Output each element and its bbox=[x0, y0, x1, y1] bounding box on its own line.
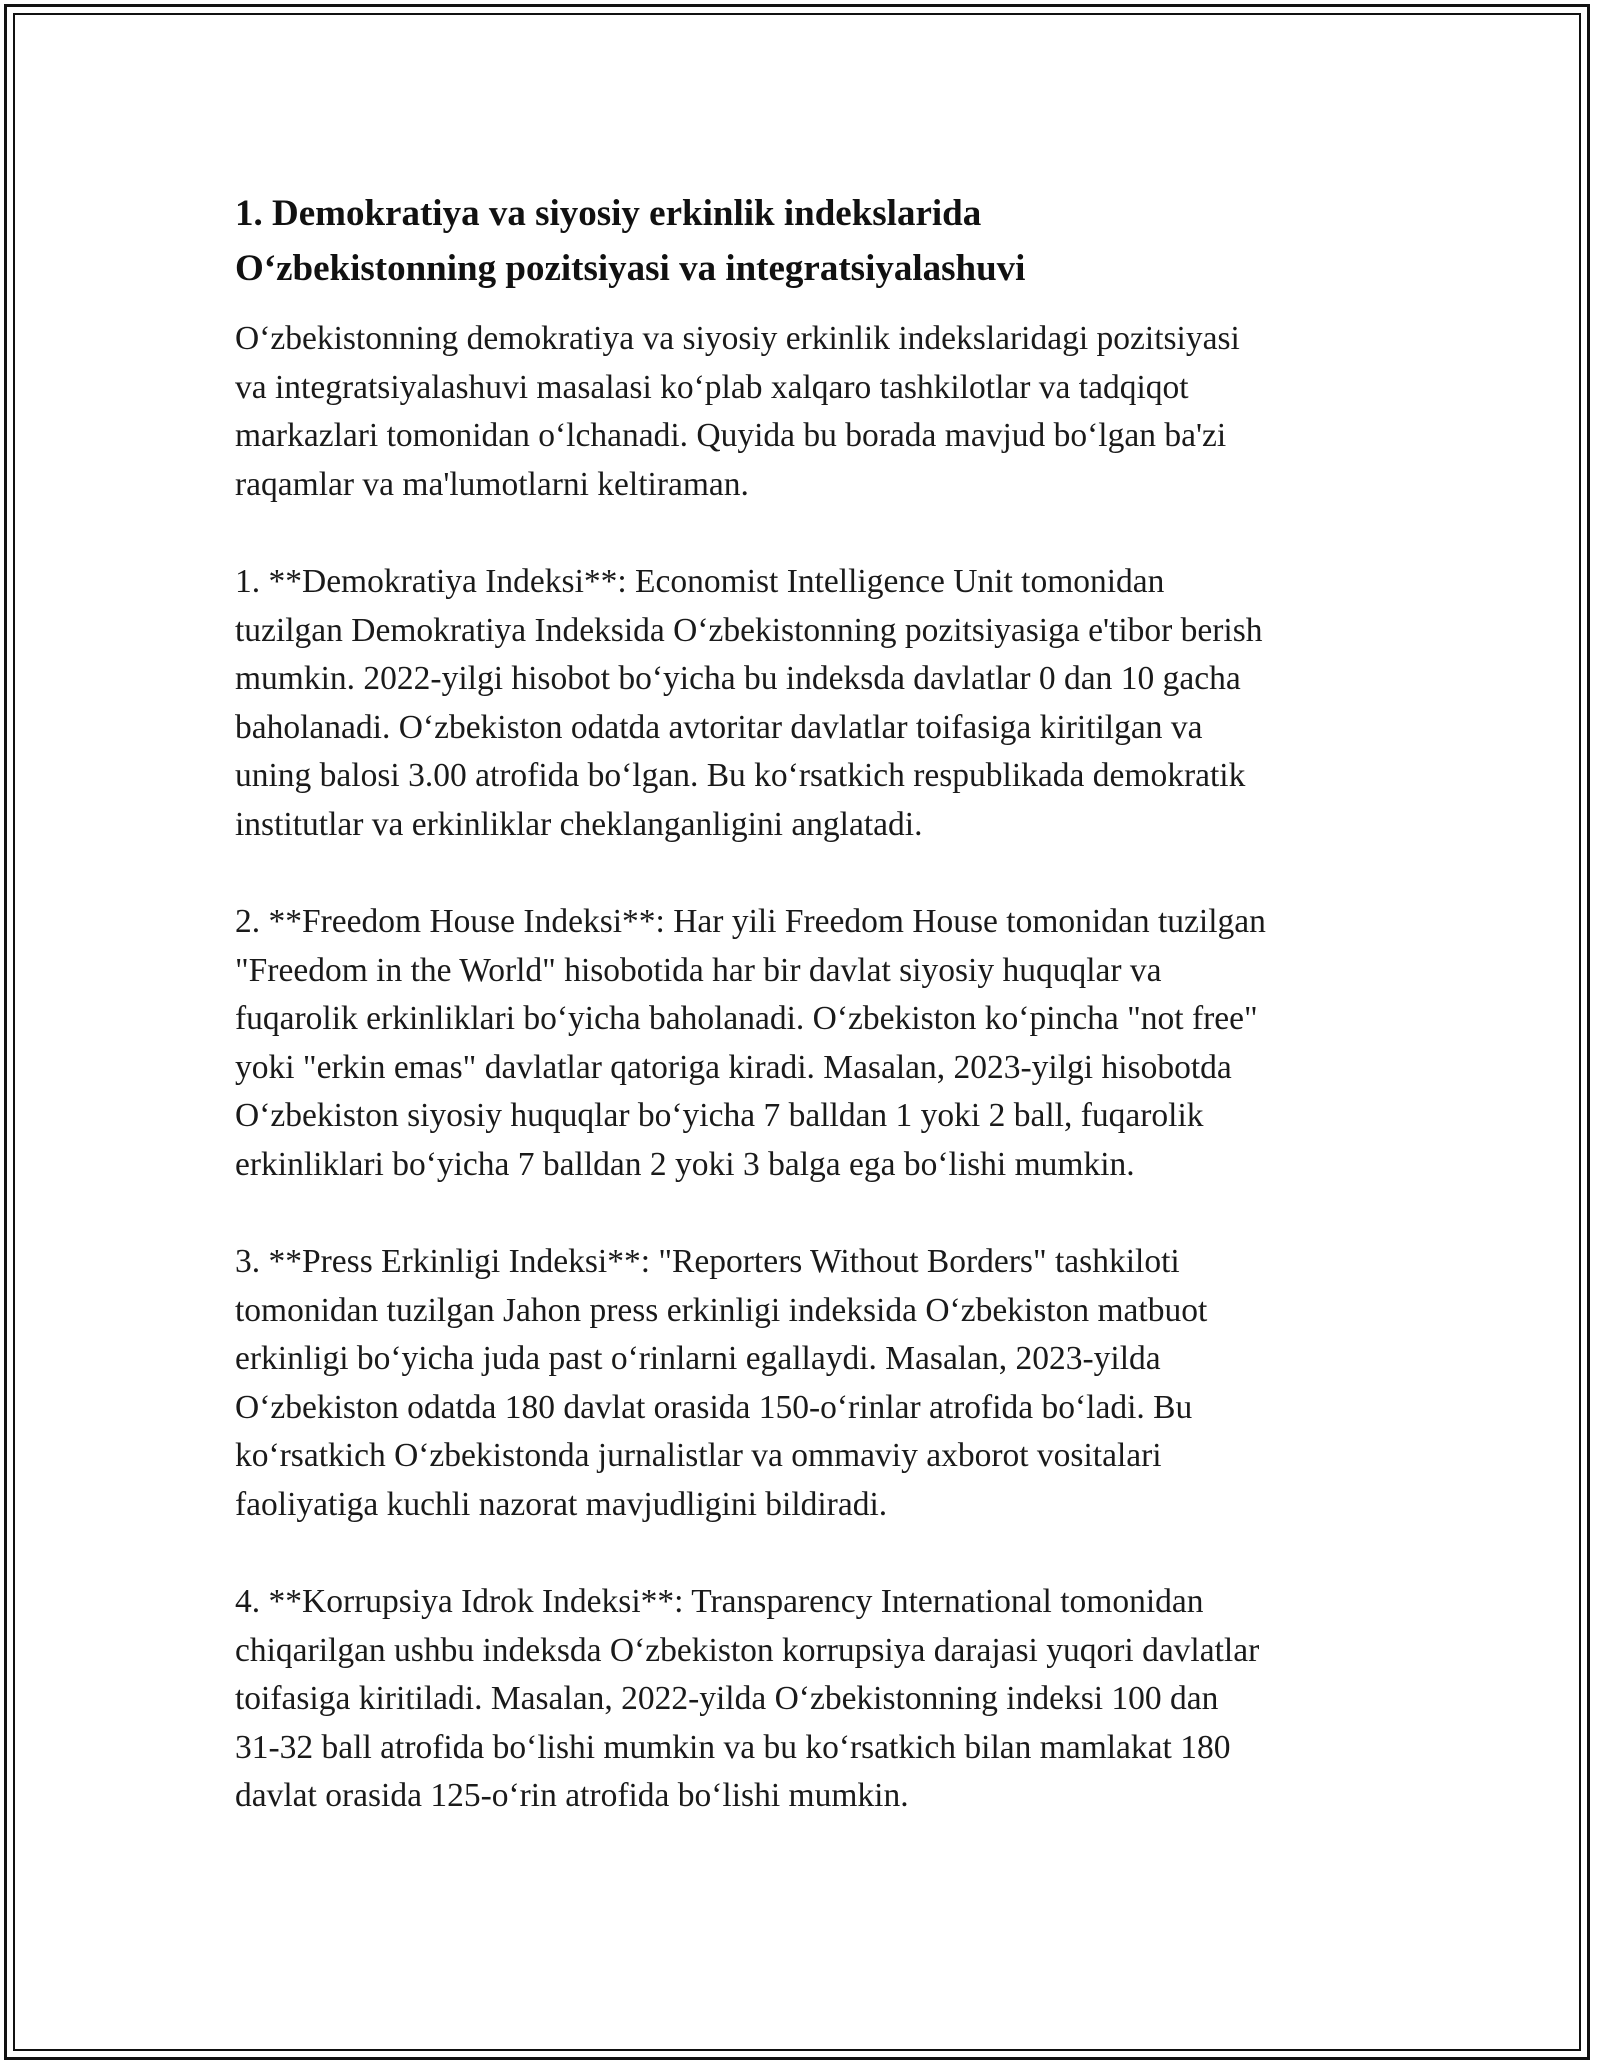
text-line: tuzilgan Demokratiya Indeksida O‘zbekistonning pozitsiyasiga e'tibor berish bbox=[235, 611, 1263, 649]
text-line: fuqarolik erkinliklari bo‘yicha baholanadi. O‘zbekiston ko‘pincha "not free" bbox=[235, 1000, 1258, 1037]
text-line: institutlar va erkinliklar cheklanganligini anglatadi. bbox=[235, 805, 923, 843]
text-line: davlat orasida 125-o‘rin atrofida bo‘lishi mumkin. bbox=[235, 1777, 909, 1814]
text-line: toifasiga kiritiladi. Masalan, 2022-yilda O‘zbekistonning indeksi 100 dan bbox=[235, 1680, 1219, 1717]
corruption-index-paragraph bbox=[235, 1578, 1385, 1821]
text-line: erkinliklari bo‘yicha 7 balldan 2 yoki 3 balga ega bo‘lishi mumkin. bbox=[235, 1145, 1135, 1183]
text-line: ko‘rsatkich O‘zbekistonda jurnalistlar va ommaviy axborot vositalari bbox=[235, 1437, 1162, 1474]
text-line: uning balosi 3.00 atrofida bo‘lgan. Bu ko‘rsatkich respublikada demokratik bbox=[235, 757, 1246, 794]
democracy-index-paragraph bbox=[235, 558, 1385, 849]
text-line: chiqarilgan ushbu indeksda O‘zbekiston korrupsiya darajasi yuqori davlatlar bbox=[235, 1631, 1260, 1669]
text-line: raqamlar va ma'lumotlarni keltiraman. bbox=[235, 465, 749, 503]
text-line: O‘zbekiston odatda 180 davlat orasida 150-o‘rinlar atrofida bo‘ladi. Bu bbox=[235, 1388, 1193, 1426]
text-line: faoliyatiga kuchli nazorat mavjudligini bildiradi. bbox=[235, 1485, 888, 1523]
text-line: yoki "erkin emas" davlatlar qatoriga kiradi. Masalan, 2023-yilgi hisobotda bbox=[235, 1048, 1232, 1086]
text-line: mumkin. 2022-yilgi hisobot bo‘yicha bu indeksda davlatlar 0 dan 10 gacha bbox=[235, 660, 1241, 697]
text-line: va integratsiyalashuvi masalasi ko‘plab xalqaro tashkilotlar va tadqiqot bbox=[235, 368, 1189, 406]
document-body bbox=[235, 186, 1385, 1870]
text-line: tomonidan tuzilgan Jahon press erkinligi indeksida O‘zbekiston matbuot bbox=[235, 1291, 1208, 1329]
intro-paragraph bbox=[235, 315, 1385, 509]
text-line: 4. **Korrupsiya Idrok Indeksi**: Transparency International tomonidan bbox=[235, 1583, 1204, 1620]
press-freedom-paragraph bbox=[235, 1238, 1385, 1529]
text-line: 2. **Freedom House Indeksi**: Har yili Freedom House tomonidan tuzilgan bbox=[235, 903, 1266, 940]
text-line: 1. **Demokratiya Indeksi**: Economist Intelligence Unit tomonidan bbox=[235, 563, 1165, 600]
text-line: markazlari tomonidan o‘lchanadi. Quyida bu borada mavjud bo‘lgan ba'zi bbox=[235, 417, 1227, 454]
title-line: 1. Demokratiya va siyosiy erkinlik indekslarida bbox=[235, 193, 982, 234]
text-line: "Freedom in the World" hisobotida har bir davlat siyosiy huquqlar va bbox=[235, 951, 1162, 989]
text-line: O‘zbekiston siyosiy huquqlar bo‘yicha 7 balldan 1 yoki 2 ball, fuqarolik bbox=[235, 1097, 1204, 1134]
title-line: O‘zbekistonning pozitsiyasi va integratsiyalashuvi bbox=[235, 248, 1026, 289]
freedom-house-paragraph bbox=[235, 898, 1385, 1189]
text-line: baholanadi. O‘zbekiston odatda avtoritar davlatlar toifasiga kiritilgan va bbox=[235, 708, 1203, 746]
text-line: O‘zbekistonning demokratiya va siyosiy erkinlik indekslaridagi pozitsiyasi bbox=[235, 320, 1240, 357]
text-line: 3. **Press Erkinligi Indeksi**: "Reporters Without Borders" tashkiloti bbox=[235, 1243, 1180, 1280]
document-title bbox=[235, 186, 1385, 296]
text-line: 31-32 ball atrofida bo‘lishi mumkin va bu ko‘rsatkich bilan mamlakat 180 bbox=[235, 1728, 1231, 1766]
text-line: erkinligi bo‘yicha juda past o‘rinlarni egallaydi. Masalan, 2023-yilda bbox=[235, 1340, 1161, 1377]
